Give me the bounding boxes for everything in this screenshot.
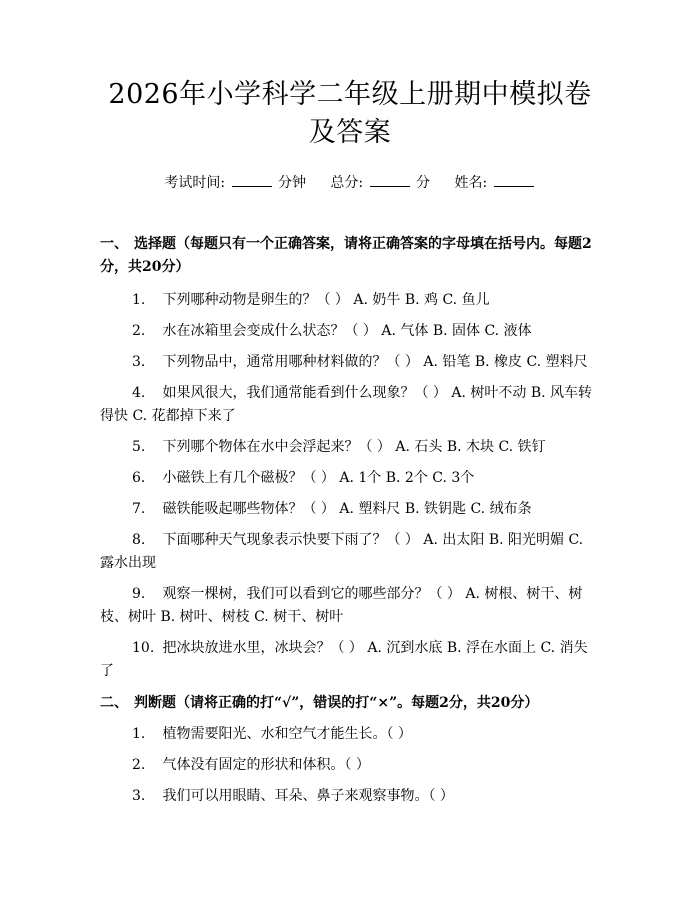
question-item [100,583,600,629]
question-text: 下列哪个物体在水中会浮起来？（ ） A. 石头 B. 木块 C. 铁钉 [162,439,546,455]
total-score-unit: 分 [416,175,431,191]
question-text: 观察一棵树，我们可以看到它的哪些部分？（ ） A. 树根、树干、树枝、树叶 B. 树叶、树枝 C. 树干、树叶 [100,586,583,625]
question-item [100,723,600,746]
question-number: 9. [132,586,146,602]
question-text: 植物需要阳光、水和空气才能生长。（ ） [162,726,412,742]
total-score-label: 总分: [330,175,364,191]
exam-time-label: 考试时间: [164,175,226,191]
question-text: 下列物品中，通常用哪种材料做的？（ ） A. 铅笔 B. 橡皮 C. 塑料尺 [162,354,588,370]
question-text: 下列哪种动物是卵生的？（ ） A. 奶牛 B. 鸡 C. 鱼儿 [162,292,490,308]
total-score-field [330,172,430,193]
section-heading-text: 选择题（每题只有一个正确答案，请将正确答案的字母填在括号内。每题2分，共20分） [100,236,592,275]
question-item [100,289,600,312]
question-number: 3. [132,788,146,804]
student-name-blank [494,172,534,187]
question-item [100,637,600,683]
question-number: 2. [132,323,146,339]
question-item [100,529,600,575]
question-number: 2. [132,757,146,773]
question-number: 10. [132,640,155,656]
section-number: 二、 [100,695,128,711]
section-heading-text: 判断题（请将正确的打“√”，错误的打“×”。每题2分，共20分） [134,695,539,711]
question-number: 6. [132,470,146,486]
question-number: 7. [132,501,146,517]
question-number: 1. [132,292,146,308]
question-text: 我们可以用眼睛、耳朵、鼻子来观察事物。（ ） [162,788,454,804]
total-score-blank [370,172,410,187]
question-number: 4. [132,385,146,401]
exam-time-field [164,172,306,193]
section-heading-judgement [100,692,600,715]
question-text: 小磁铁上有几个磁极？（ ） A. 1个 B. 2个 C. 3个 [162,470,475,486]
exam-meta-line [100,172,600,193]
section-heading-choice [100,233,600,279]
question-item [100,467,600,490]
question-number: 8. [132,532,146,548]
question-text: 磁铁能吸起哪些物体？（ ） A. 塑料尺 B. 铁钥匙 C. 绒布条 [162,501,532,517]
question-item [100,382,600,428]
exam-time-blank [232,172,272,187]
question-number: 3. [132,354,146,370]
exam-time-unit: 分钟 [277,175,306,191]
student-name-field [454,172,535,193]
question-item [100,498,600,521]
question-text: 水在冰箱里会变成什么状态？（ ） A. 气体 B. 固体 C. 液体 [162,323,532,339]
question-number: 1. [132,726,146,742]
question-item [100,351,600,374]
question-item [100,320,600,343]
question-text: 把冰块放进水里，冰块会？（ ） A. 沉到水底 B. 浮在水面上 C. 消失了 [100,640,588,679]
question-item [100,436,600,459]
question-text: 下面哪种天气现象表示快要下雨了？（ ） A. 出太阳 B. 阳光明媚 C. 露水出现 [100,532,584,571]
judgement-question-list [100,723,600,808]
question-text: 如果风很大，我们通常能看到什么现象？（ ） A. 树叶不动 B. 风车转得快 C. 花都掉下来了 [100,385,593,424]
document-title: 2026年小学科学二年级上册期中模拟卷及答案 [108,79,592,148]
question-item [100,754,600,777]
student-name-label: 姓名: [454,175,488,191]
question-text: 气体没有固定的形状和体积。（ ） [162,757,370,773]
question-item [100,785,600,808]
choice-question-list [100,289,600,683]
section-number: 一、 [100,236,128,252]
question-number: 5. [132,439,146,455]
